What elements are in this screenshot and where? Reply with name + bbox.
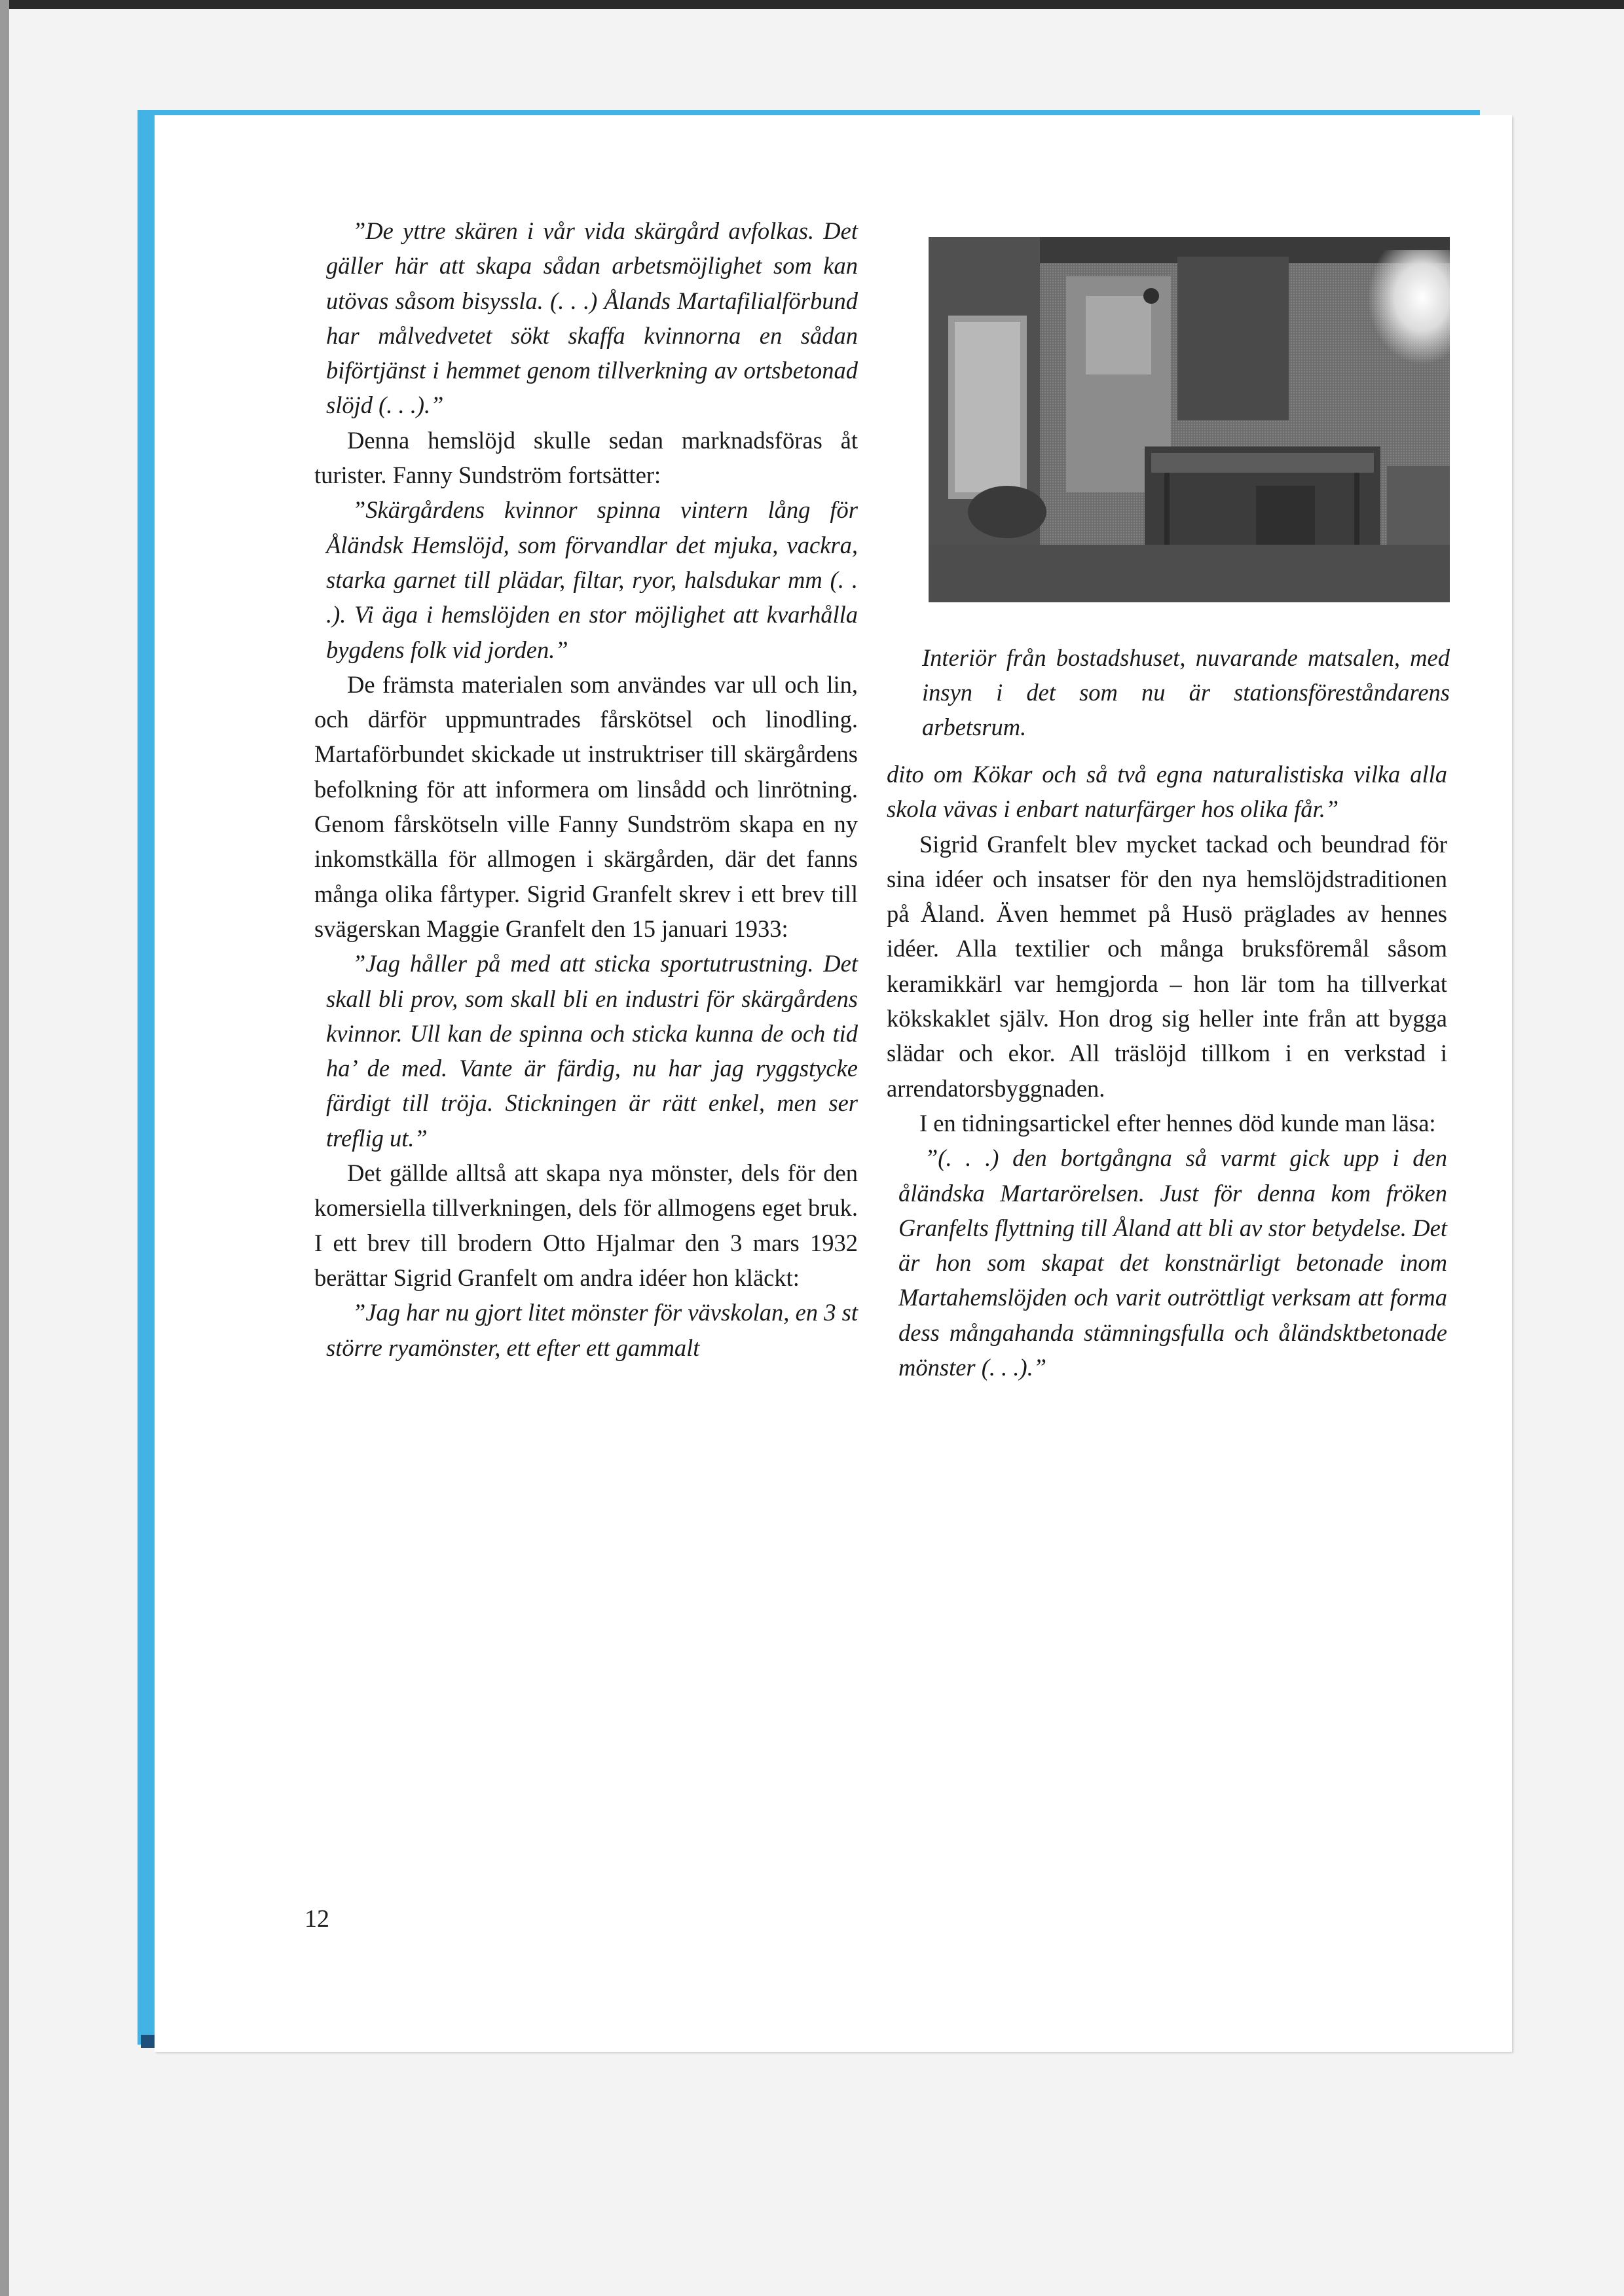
quote-paragraph: ”Skärgårdens kvinnor spinna vintern lång för Åländsk Hemslöjd, som förvandlar det mjuka, vackra, starka garnet till plädar, filtar, ryor, halsdukar mm (. . .). Vi äga i hemslöjden en stor möjlighet att kvarhålla bygdens folk vid jorden.” <box>326 496 858 663</box>
book-page <box>155 115 1512 2052</box>
quote-paragraph: ”De yttre skären i vår vida skärgård avfolkas. Det gäller här att skapa sådan arbetsmöjlighet som kan utövas såsom bisyssla. (. . .) Ålands Martafilialförbund har målvedvetet sökt skaffa kvinnorna en sådan biförtjänst i hemmet genom tillverkning av ortsbetonad slöjd (. . .).” <box>326 217 858 419</box>
quote-paragraph: ”Jag har nu gjort litet mönster för vävskolan, en 3 st större ryamönster, ett efter ett gammalt <box>326 1299 858 1361</box>
interior-photo <box>929 237 1450 602</box>
interior-photo-image <box>929 237 1450 602</box>
quote-paragraph: ”Jag håller på med att sticka sportutrustning. Det skall bli prov, som skall bli en industri för skärgårdens kvinnor. Ull kan de spinna och sticka kunna de och tid ha’ de med. Vante är färdig, nu har jag ryggstycke färdigt till tröja. Stickningen är rätt enkel, men ser treflig ut.” <box>326 950 858 1152</box>
photo-caption: Interiör från bostadshuset, nuvarande matsalen, med insyn i det som nu är stationsföreståndarens arbetsrum. <box>922 644 1450 741</box>
body-paragraph: De främsta materialen som användes var ull och lin, och därför uppmuntrades fårskötsel och linodling. Martaförbundet skickade ut instruktriser till skärgårdens befolkning för att informera om linsådd och linrötning. Genom fårskötseln ville Fanny Sundström skapa en ny inkomstkälla för allmogen i skärgården, där det fanns många olika fårtyper. Sigrid Granfelt skrev i ett brev till svägerskan Maggie Granfelt den 15 januari 1933: <box>314 670 858 942</box>
quote-continuation: dito om Kökar och så två egna naturalistiska vilka alla skola vävas i enbart naturfärger hos olika får.” <box>887 761 1447 823</box>
right-column <box>887 757 1447 1385</box>
body-paragraph: I en tidningsartickel efter hennes död kunde man läsa: <box>919 1109 1436 1137</box>
body-paragraph: Denna hemslöjd skulle sedan marknadsföras åt turister. Fanny Sundström fortsätter: <box>314 426 858 489</box>
page-number: 12 <box>304 1905 329 1933</box>
scanner-left-edge <box>0 0 9 2296</box>
left-column <box>314 213 858 1365</box>
quote-paragraph: ”(. . .) den bortgångna så varmt gick upp i den åländska Martarörelsen. Just för denna kom fröken Granfelts flyttning till Åland att bli av stor betydelse. Det är hon som skapat det konstnärligt betonade inom Martahemslöjden och varit outröttligt verksam att forma dess mångahanda stämningsfulla och åländsktbetonade mönster (. . .).” <box>898 1144 1447 1381</box>
scanner-top-edge <box>0 0 1624 9</box>
body-paragraph: Sigrid Granfelt blev mycket tackad och beundrad för sina idéer och insatser för den nya hemslöjdstraditionen på Åland. Även hemmet på Husö präglades av hennes idéer. Alla textilier och många bruksföremål såsom keramikkärl var hemgjorda – hon lär tom ha tillverkat kökskaklet själv. Hon drog sig heller inte från att bygga slädar och ekor. All träslöjd tillkom i en verkstad i arrendatorsbyggnaden. <box>887 830 1447 1102</box>
body-paragraph: Det gällde alltså att skapa nya mönster, dels för den komersiella tillverkningen, dels för allmogens eget bruk. I ett brev till brodern Otto Hjalmar den 3 mars 1932 berättar Sigrid Granfelt om andra idéer hon kläckt: <box>314 1159 858 1291</box>
